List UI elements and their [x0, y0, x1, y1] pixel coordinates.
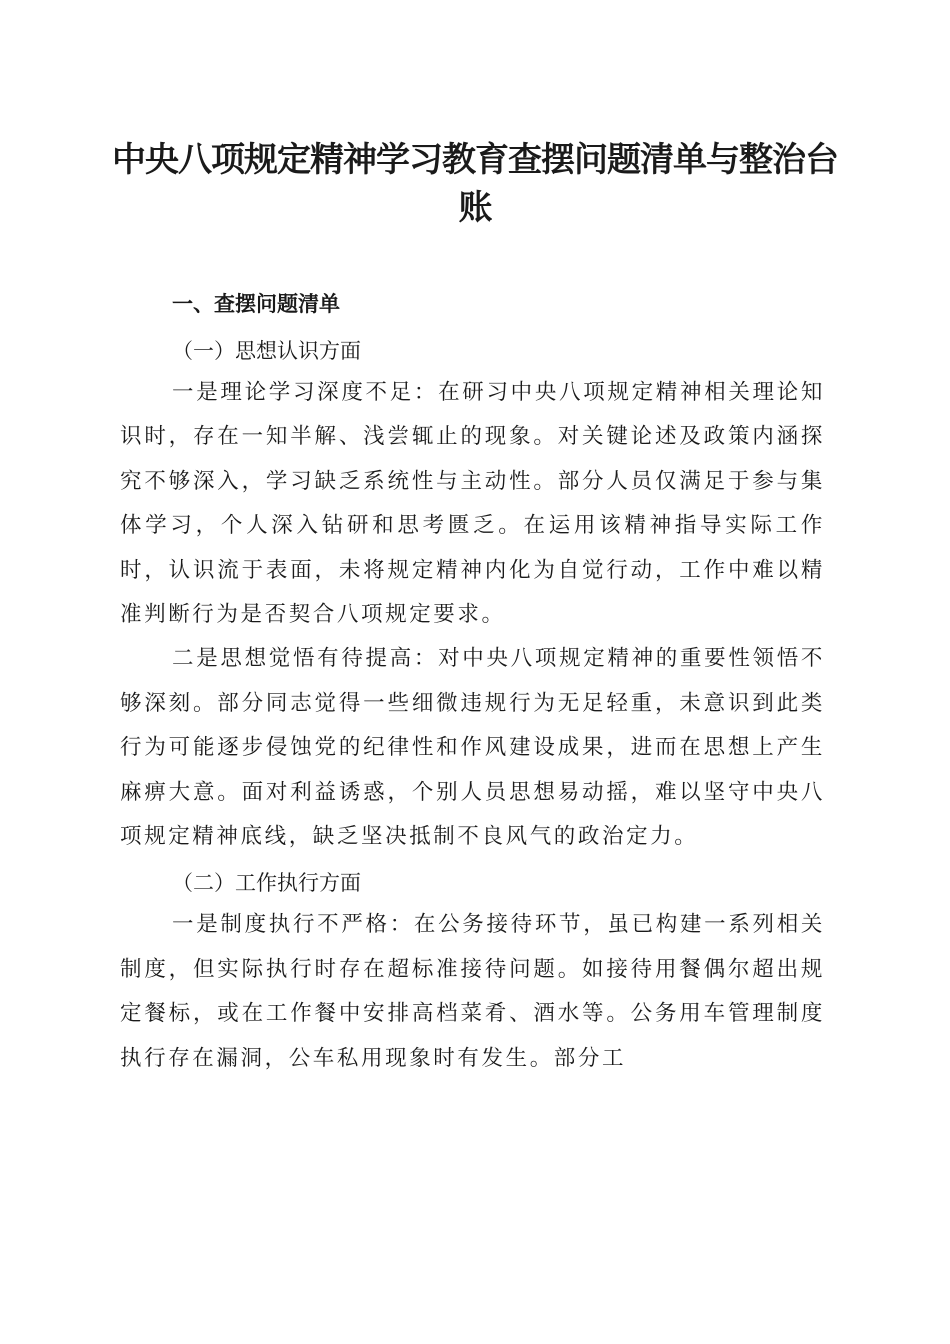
document-body — [120, 281, 825, 1081]
document-title: 中央八项规定精神学习教育查摆问题清单与整治台账 — [112, 140, 838, 228]
section-heading: 一、查摆问题清单 — [172, 292, 340, 316]
subsection-heading-thinking: （一）思想认识方面 — [172, 339, 361, 363]
paragraph-ideological-awareness: 二是思想觉悟有待提高：对中央八项规定精神的重要性领悟不够深刻。部分同志觉得一些细微违规行为无足轻重，未意识到此类行为可能逐步侵蚀党的纪律性和作风建设成果，进而在思想上产生麻痹大意。面对利益诱惑，个别人员思想易动摇，难以坚守中央八项规定精神底线，缺乏坚决抵制不良风气的政治定力。 — [120, 646, 825, 850]
paragraph-theory-study: 一是理论学习深度不足：在研习中央八项规定精神相关理论知识时，存在一知半解、浅尝辄止的现象。对关键论述及政策内涵探究不够深入，学习缺乏系统性与主动性。部分人员仅满足于参与集体学习，个人深入钻研和思考匮乏。在运用该精神指导实际工作时，认识流于表面，未将规定精神内化为自觉行动，工作中难以精准判断行为是否契合八项规定要求。 — [120, 380, 825, 628]
paragraph-system-execution: 一是制度执行不严格：在公务接待环节，虽已构建一系列相关制度，但实际执行时存在超标准接待问题。如接待用餐偶尔超出规定餐标，或在工作餐中安排高档菜肴、酒水等。公务用车管理制度执行存在漏洞，公车私用现象时有发生。部分工 — [120, 912, 825, 1071]
subsection-heading-execution: （二）工作执行方面 — [172, 871, 361, 896]
